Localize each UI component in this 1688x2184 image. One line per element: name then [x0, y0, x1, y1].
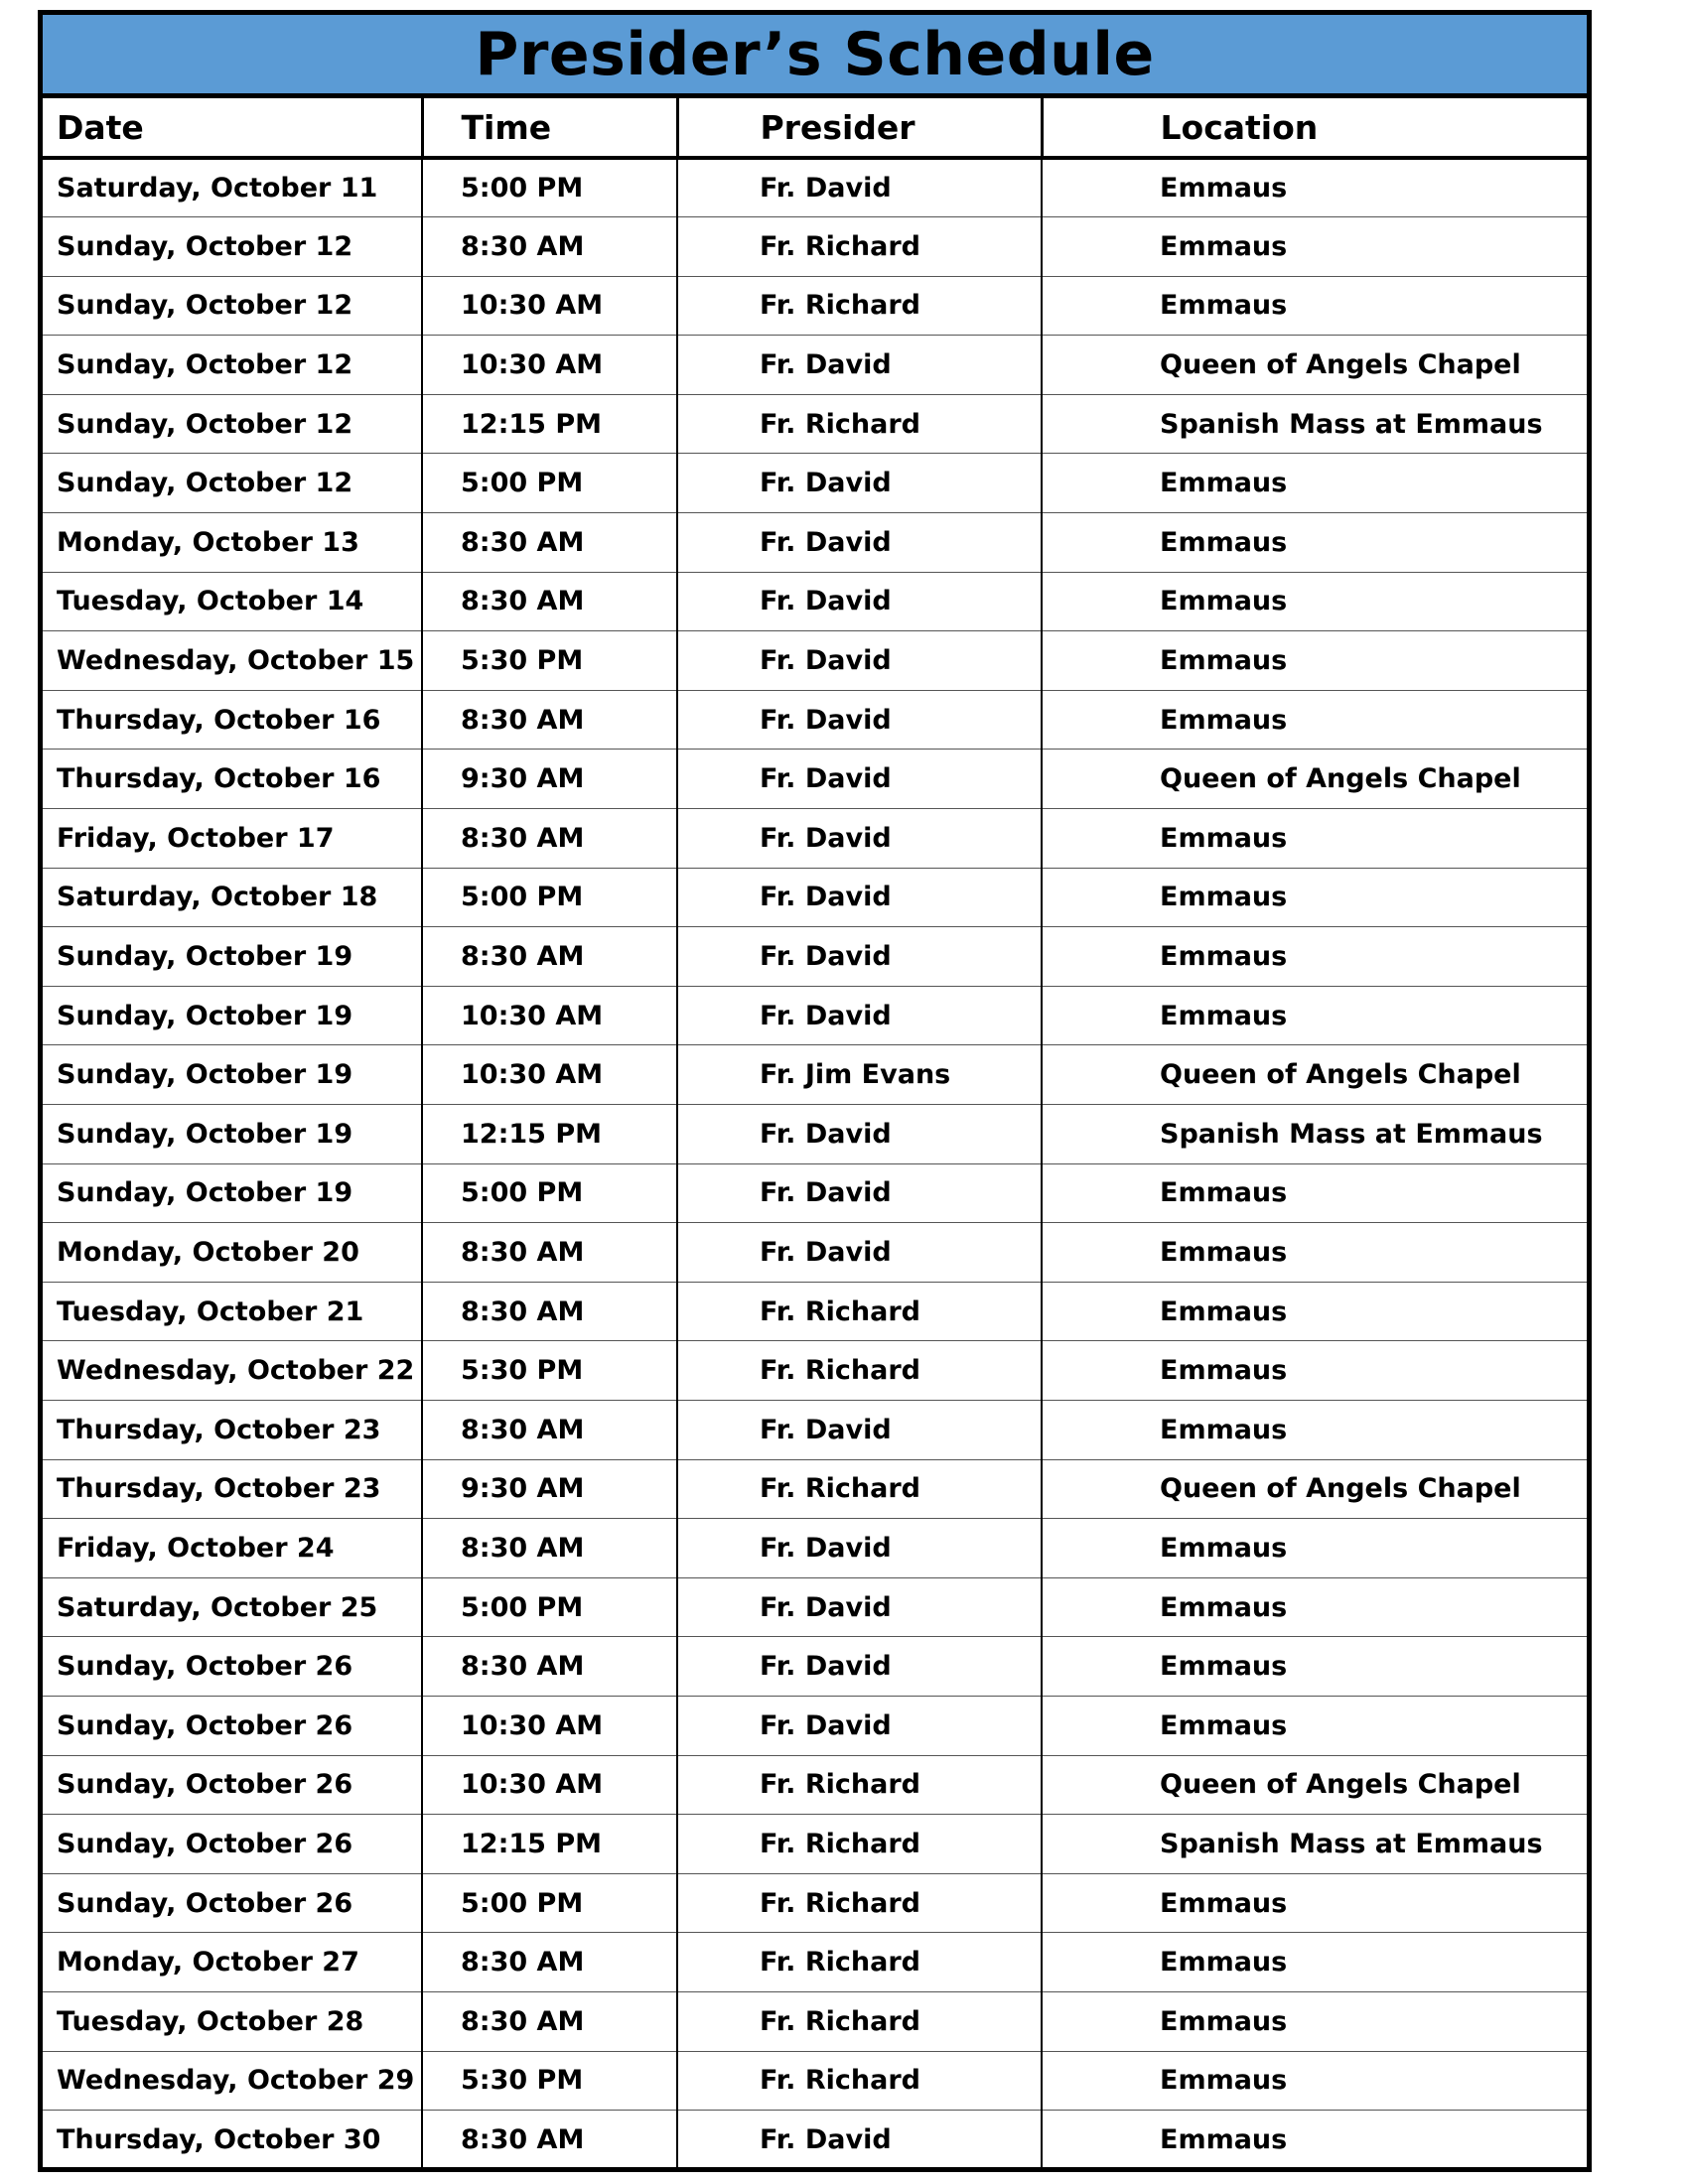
table-row	[43, 1045, 1587, 1105]
time-cell: 8:30 AM	[422, 1400, 677, 1459]
schedule-sheet	[38, 10, 1592, 2172]
column-header-time: Time	[422, 98, 677, 158]
date-cell: Saturday, October 18	[43, 868, 422, 927]
table-row	[43, 986, 1587, 1045]
presider-cell: Fr. Richard	[677, 276, 1042, 336]
table-row	[43, 1341, 1587, 1401]
date-cell: Friday, October 17	[43, 809, 422, 869]
location-cell: Emmaus	[1042, 1637, 1587, 1697]
location-cell: Spanish Mass at Emmaus	[1042, 394, 1587, 454]
table-row	[43, 1991, 1587, 2051]
date-cell: Monday, October 20	[43, 1223, 422, 1283]
time-cell: 8:30 AM	[422, 1637, 677, 1697]
presider-cell: Fr. David	[677, 750, 1042, 809]
table-row	[43, 1815, 1587, 1874]
time-cell: 8:30 AM	[422, 2111, 677, 2170]
presider-cell: Fr. David	[677, 513, 1042, 573]
date-cell: Wednesday, October 15	[43, 631, 422, 691]
time-cell: 10:30 AM	[422, 336, 677, 395]
location-cell: Emmaus	[1042, 1341, 1587, 1401]
presider-cell: Fr. David	[677, 690, 1042, 750]
table-row	[43, 1873, 1587, 1933]
date-cell: Wednesday, October 29	[43, 2051, 422, 2111]
time-cell: 12:15 PM	[422, 1105, 677, 1164]
location-cell: Emmaus	[1042, 927, 1587, 987]
table-row	[43, 336, 1587, 395]
table-row	[43, 1459, 1587, 1519]
date-cell: Saturday, October 11	[43, 158, 422, 217]
presider-cell: Fr. David	[677, 809, 1042, 869]
time-cell: 5:00 PM	[422, 1577, 677, 1637]
table-row	[43, 927, 1587, 987]
table-row	[43, 1755, 1587, 1815]
table-row	[43, 454, 1587, 513]
table-row	[43, 217, 1587, 277]
table-row	[43, 868, 1587, 927]
presider-cell: Fr. Richard	[677, 1459, 1042, 1519]
location-cell: Emmaus	[1160, 2124, 1288, 2156]
location-cell: Spanish Mass at Emmaus	[1042, 1105, 1587, 1164]
date-cell: Sunday, October 19	[43, 986, 422, 1045]
presider-cell: Fr. David	[677, 336, 1042, 395]
presider-cell: Fr. Richard	[677, 1933, 1042, 1992]
date-cell: Tuesday, October 14	[43, 572, 422, 631]
location-cell: Emmaus	[1042, 1933, 1587, 1992]
date-cell: Sunday, October 12	[43, 454, 422, 513]
table-row	[43, 631, 1587, 691]
time-cell: 5:00 PM	[422, 1163, 677, 1223]
header-row	[43, 98, 1587, 158]
location-cell: Emmaus	[1042, 631, 1587, 691]
presider-cell: Fr. David	[677, 986, 1042, 1045]
presider-cell: Fr. Richard	[677, 1755, 1042, 1815]
location-cell: Emmaus	[1042, 1696, 1587, 1755]
presider-cell: Fr. Richard	[677, 217, 1042, 277]
date-cell: Tuesday, October 21	[43, 1282, 422, 1341]
table-row	[43, 572, 1587, 631]
location-cell: Emmaus	[1042, 572, 1587, 631]
time-cell: 8:30 AM	[422, 809, 677, 869]
schedule-table	[43, 98, 1587, 2169]
time-cell: 8:30 AM	[422, 1519, 677, 1578]
date-cell: Sunday, October 26	[43, 1873, 422, 1933]
table-row	[43, 1696, 1587, 1755]
presider-cell: Fr. David	[677, 572, 1042, 631]
table-row	[43, 1519, 1587, 1578]
time-cell: 10:30 AM	[422, 1045, 677, 1105]
presider-cell: Fr. David	[677, 1577, 1042, 1637]
location-cell: Emmaus	[1042, 276, 1587, 336]
time-cell: 5:00 PM	[422, 1873, 677, 1933]
presider-cell: Fr. David	[677, 1223, 1042, 1283]
time-cell: 8:30 AM	[422, 690, 677, 750]
table-row	[43, 2051, 1587, 2111]
table-row	[43, 1223, 1587, 1283]
table-row	[43, 1637, 1587, 1697]
table-row	[43, 1933, 1587, 1992]
date-cell: Sunday, October 12	[43, 336, 422, 395]
time-cell: 5:30 PM	[422, 1341, 677, 1401]
location-cell: Queen of Angels Chapel	[1042, 1045, 1587, 1105]
page-title: Presider’s Schedule	[43, 15, 1587, 98]
location-cell: Emmaus	[1042, 513, 1587, 573]
time-cell: 8:30 AM	[422, 1933, 677, 1992]
time-cell: 5:30 PM	[422, 631, 677, 691]
location-cell: Emmaus	[1042, 217, 1587, 277]
presider-cell: Fr. Richard	[677, 1815, 1042, 1874]
date-cell: Sunday, October 26	[43, 1755, 422, 1815]
presider-cell: Fr. David	[677, 631, 1042, 691]
date-cell: Wednesday, October 22	[43, 1341, 422, 1401]
time-cell: 10:30 AM	[422, 276, 677, 336]
location-cell: Emmaus	[1042, 868, 1587, 927]
table-row	[43, 158, 1587, 217]
presider-cell: Fr. Richard	[677, 1991, 1042, 2051]
column-header-location: Location	[1042, 98, 1587, 158]
time-cell: 10:30 AM	[422, 1696, 677, 1755]
presider-cell: Fr. Jim Evans	[677, 1045, 1042, 1105]
location-cell: Queen of Angels Chapel	[1042, 1459, 1587, 1519]
date-cell: Sunday, October 12	[43, 276, 422, 336]
time-cell: 5:30 PM	[422, 2051, 677, 2111]
date-cell: Monday, October 27	[43, 1933, 422, 1992]
date-cell: Sunday, October 26	[43, 1696, 422, 1755]
presider-cell: Fr. David	[677, 1105, 1042, 1164]
time-cell: 8:30 AM	[422, 513, 677, 573]
location-cell: Emmaus	[1042, 1991, 1587, 2051]
date-cell: Thursday, October 16	[43, 750, 422, 809]
date-cell: Saturday, October 25	[43, 1577, 422, 1637]
date-cell: Sunday, October 26	[43, 1637, 422, 1697]
time-cell: 9:30 AM	[422, 750, 677, 809]
date-cell: Sunday, October 19	[43, 1163, 422, 1223]
presider-cell: Fr. David	[677, 1163, 1042, 1223]
table-row	[43, 1105, 1587, 1164]
table-row	[43, 1163, 1587, 1223]
location-cell: Emmaus	[1042, 1400, 1587, 1459]
date-cell: Thursday, October 23	[43, 1459, 422, 1519]
location-cell: Emmaus	[1042, 2051, 1587, 2111]
date-cell: Sunday, October 12	[43, 394, 422, 454]
time-cell: 5:00 PM	[422, 158, 677, 217]
time-cell: 10:30 AM	[422, 986, 677, 1045]
time-cell: 8:30 AM	[422, 1991, 677, 2051]
presider-cell: Fr. David	[677, 927, 1042, 987]
location-cell: Queen of Angels Chapel	[1042, 1755, 1587, 1815]
date-cell: Thursday, October 16	[43, 690, 422, 750]
table-row	[43, 1577, 1587, 1637]
location-cell: Spanish Mass at Emmaus	[1042, 1815, 1587, 1874]
date-cell: Friday, October 24	[43, 1519, 422, 1578]
presider-cell: Fr. David	[677, 1519, 1042, 1578]
table-row	[43, 750, 1587, 809]
table-row	[43, 1282, 1587, 1341]
time-cell: 5:00 PM	[422, 454, 677, 513]
table-row	[43, 513, 1587, 573]
table-row	[43, 1400, 1587, 1459]
presider-cell: Fr. David	[677, 158, 1042, 217]
location-cell: Emmaus	[1042, 1223, 1587, 1283]
date-cell: Thursday, October 30	[43, 2111, 422, 2170]
table-row	[43, 690, 1587, 750]
location-cell: Emmaus	[1042, 1577, 1587, 1637]
location-cell: Queen of Angels Chapel	[1042, 336, 1587, 395]
location-cell: Emmaus	[1042, 809, 1587, 869]
presider-cell: Fr. Richard	[677, 394, 1042, 454]
date-cell: Sunday, October 12	[43, 217, 422, 277]
table-row	[43, 276, 1587, 336]
presider-cell: Fr. David	[677, 2111, 1042, 2170]
presider-cell: Fr. David	[677, 1400, 1042, 1459]
table-row	[43, 394, 1587, 454]
presider-cell: Fr. David	[677, 454, 1042, 513]
location-cell: Emmaus	[1042, 986, 1587, 1045]
table-row	[43, 2111, 1587, 2170]
location-cell: Emmaus	[1042, 158, 1587, 217]
column-header-presider: Presider	[677, 98, 1042, 158]
presider-cell: Fr. David	[677, 1696, 1042, 1755]
time-cell: 12:15 PM	[422, 1815, 677, 1874]
location-cell: Emmaus	[1042, 1873, 1587, 1933]
date-cell: Monday, October 13	[43, 513, 422, 573]
location-cell: Emmaus	[1042, 1163, 1587, 1223]
table-row	[43, 809, 1587, 869]
time-cell: 12:15 PM	[422, 394, 677, 454]
time-cell: 8:30 AM	[422, 572, 677, 631]
date-cell: Thursday, October 23	[43, 1400, 422, 1459]
location-cell: Emmaus	[1042, 454, 1587, 513]
location-cell: Emmaus	[1042, 690, 1587, 750]
location-cell: Emmaus	[1042, 1519, 1587, 1578]
time-cell: 8:30 AM	[422, 217, 677, 277]
column-header-date: Date	[43, 98, 422, 158]
date-cell: Sunday, October 19	[43, 1045, 422, 1105]
presider-cell: Fr. Richard	[677, 1873, 1042, 1933]
date-cell: Sunday, October 19	[43, 1105, 422, 1164]
time-cell: 8:30 AM	[422, 1282, 677, 1341]
time-cell: 8:30 AM	[422, 927, 677, 987]
location-cell: Emmaus	[1042, 1282, 1587, 1341]
date-cell: Sunday, October 19	[43, 927, 422, 987]
presider-cell: Fr. David	[677, 1637, 1042, 1697]
time-cell: 5:00 PM	[422, 868, 677, 927]
presider-cell: Fr. David	[677, 868, 1042, 927]
presider-cell: Fr. Richard	[677, 1282, 1042, 1341]
presider-cell: Fr. Richard	[677, 1341, 1042, 1401]
presider-cell: Fr. Richard	[677, 2051, 1042, 2111]
time-cell: 8:30 AM	[422, 1223, 677, 1283]
location-cell: Queen of Angels Chapel	[1042, 750, 1587, 809]
time-cell: 10:30 AM	[422, 1755, 677, 1815]
date-cell: Tuesday, October 28	[43, 1991, 422, 2051]
time-cell: 9:30 AM	[422, 1459, 677, 1519]
date-cell: Sunday, October 26	[43, 1815, 422, 1874]
